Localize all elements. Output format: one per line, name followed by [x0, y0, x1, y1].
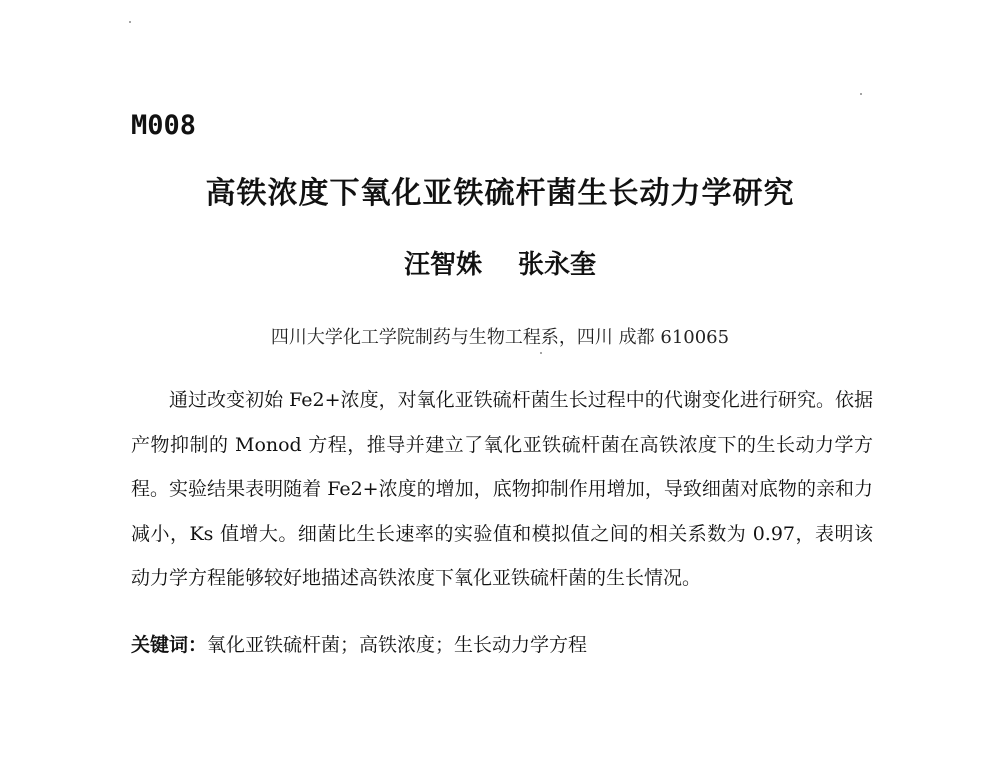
keywords-text: 氧化亚铁硫杆菌；高铁浓度；生长动力学方程 [207, 634, 588, 656]
paper-id: M008 [131, 110, 197, 141]
scan-speck [860, 93, 862, 95]
abstract-text: 通过改变初始 Fe2+浓度，对氧化亚铁硫杆菌生长过程中的代谢变化进行研究。依据产物抑制的 Monod 方程，推导并建立了氧化亚铁硫杆菌在高铁浓度下的生长动力学方程。实验结果表明随着 Fe2+浓度的增加，底物抑制作用增加，导致细菌对底物的亲和力减小，Ks 值增大。细菌比生长速率的实验值和模拟值之间的相关系数为 0.97，表明该动力学方程能够较好地描述高铁浓度下氧化亚铁硫杆菌的生长情况。 [131, 389, 873, 590]
keywords-line [131, 630, 587, 657]
scan-speck [540, 352, 542, 354]
scan-speck [129, 21, 131, 23]
keywords-label: 关键词： [131, 634, 208, 656]
paper-title: 高铁浓度下氧化亚铁硫杆菌生长动力学研究 [205, 176, 795, 211]
author-list [0, 244, 1000, 281]
author-name: 汪智姝 [403, 250, 482, 280]
author-affiliation: 四川大学化工学院制药与生物工程系，四川 成都 610065 [270, 327, 730, 348]
author-name: 张永奎 [518, 250, 597, 280]
